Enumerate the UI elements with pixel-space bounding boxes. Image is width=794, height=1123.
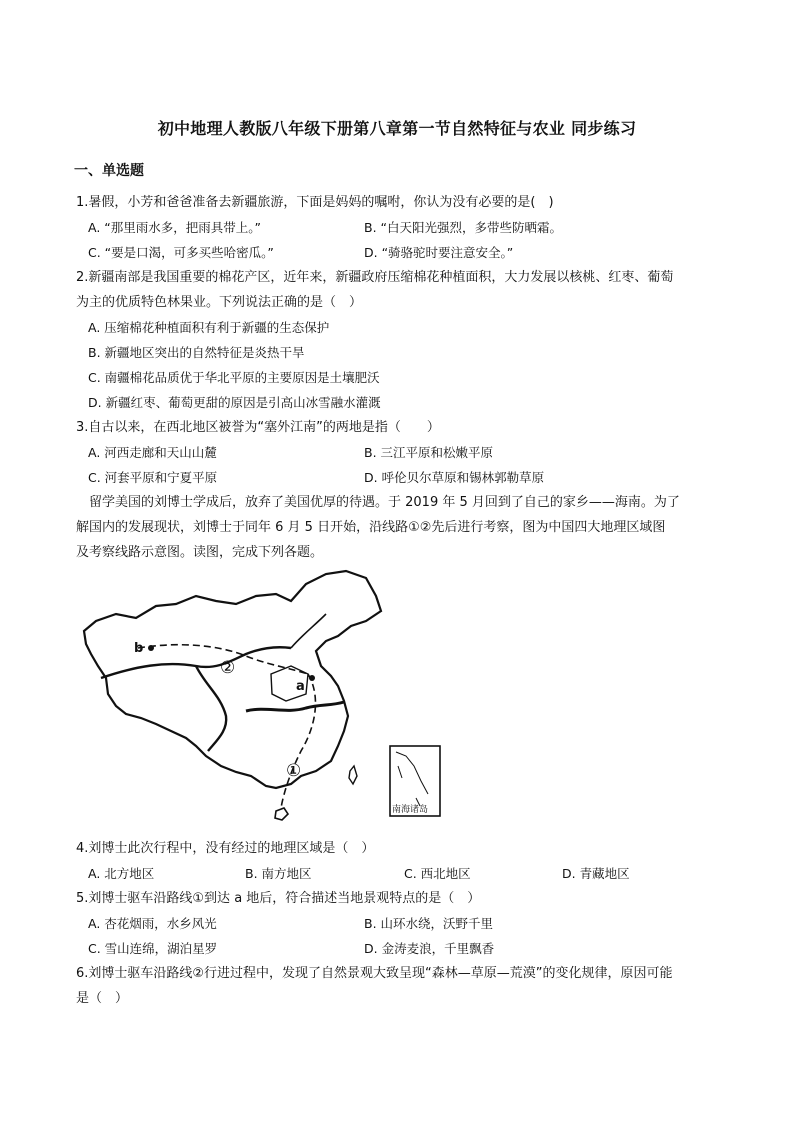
question-5-option-c[interactable]: C. 雪山连绵，湖泊星罗 [88, 941, 218, 956]
question-1-option-a[interactable]: A. “那里雨水多，把雨具带上。” [88, 220, 261, 235]
question-1-option-d[interactable]: D. “骑骆驼时要注意安全。” [364, 245, 514, 260]
point-b-marker [148, 645, 154, 651]
question-5-option-a[interactable]: A. 杏花烟雨，水乡风光 [88, 916, 217, 931]
question-4-option-c[interactable]: C. 西北地区 [404, 866, 471, 881]
question-3-option-b[interactable]: B. 三江平原和松嫩平原 [364, 445, 494, 460]
question-2-stem-line1: 2.新疆南部是我国重要的棉花产区，近年来，新疆政府压缩棉花种植面积，大力发展以核桃、红枣、葡萄 [76, 270, 674, 285]
question-4-option-d[interactable]: D. 青藏地区 [562, 866, 630, 881]
passage-line-1: 留学美国的刘博士学成后，放弃了美国优厚的待遇。于 2019 年 5 月回到了自己的家乡——海南。为了 [76, 495, 680, 510]
question-4-option-a[interactable]: A. 北方地区 [88, 866, 155, 881]
question-4-option-b[interactable]: B. 南方地区 [245, 866, 312, 881]
question-3-option-a[interactable]: A. 河西走廊和天山山麓 [88, 445, 217, 460]
question-4-stem: 4.刘博士此次行程中，没有经过的地理区域是（ ） [76, 841, 375, 856]
section-heading: 一、单选题 [74, 163, 144, 179]
china-outline [84, 571, 381, 788]
route-1-label: ① [286, 761, 302, 781]
question-2-option-a[interactable]: A. 压缩棉花种植面积有利于新疆的生态保护 [88, 320, 330, 335]
question-2-option-b[interactable]: B. 新疆地区突出的自然特征是炎热干旱 [88, 345, 305, 360]
inset-label: 南海诸岛 [392, 805, 429, 815]
map-graphic [76, 566, 446, 826]
question-6-stem-line2: 是（ ） [76, 991, 129, 1006]
question-6-stem-line1: 6.刘博士驱车沿路线②行进过程中，发现了自然景观大致呈现“森林—草原—荒漠”的变化规律，原因可能 [76, 966, 673, 981]
point-b-label: b [134, 641, 144, 656]
question-1-option-b[interactable]: B. “白天阳光强烈，多带些防晒霜。 [364, 220, 562, 235]
question-1-stem: 1.暑假，小芳和爸爸准备去新疆旅游，下面是妈妈的嘱咐，你认为没有必要的是( ) [76, 195, 554, 210]
question-3-option-d[interactable]: D. 呼伦贝尔草原和锡林郭勒草原 [364, 470, 545, 485]
point-a-label: a [296, 679, 305, 694]
question-2-option-d[interactable]: D. 新疆红枣、葡萄更甜的原因是引高山冰雪融水灌溉 [88, 395, 381, 410]
question-5-option-d[interactable]: D. 金涛麦浪，千里飘香 [364, 941, 495, 956]
taiwan-island [349, 766, 357, 784]
question-2-stem-line2: 为主的优质特色林果业。下列说法正确的是（ ） [76, 295, 363, 310]
question-5-option-b[interactable]: B. 山环水绕，沃野千里 [364, 916, 494, 931]
passage-line-2: 解国内的发展现状，刘博士于同年 6 月 5 日开始，沿线路①②先后进行考察，图为中国四大地理区域图 [76, 520, 666, 535]
china-regions-map [76, 566, 446, 826]
question-3-stem: 3.自古以来，在西北地区被誉为“塞外江南”的两地是指（ ） [76, 420, 440, 435]
point-a-marker [309, 675, 315, 681]
page-title: 初中地理人教版八年级下册第八章第一节自然特征与农业 同步练习 [157, 119, 637, 138]
question-3-option-c[interactable]: C. 河套平原和宁夏平原 [88, 470, 218, 485]
passage-line-3: 及考察线路示意图。读图，完成下列各题。 [76, 545, 324, 560]
question-2-option-c[interactable]: C. 南疆棉花品质优于华北平原的主要原因是土壤肥沃 [88, 370, 380, 385]
hainan-island [275, 808, 288, 820]
route-2-label: ② [220, 658, 236, 678]
question-5-stem: 5.刘博士驱车沿路线①到达 a 地后，符合描述当地景观特点的是（ ） [76, 891, 481, 906]
question-1-option-c[interactable]: C. “要是口渴，可多买些哈密瓜。” [88, 245, 274, 260]
